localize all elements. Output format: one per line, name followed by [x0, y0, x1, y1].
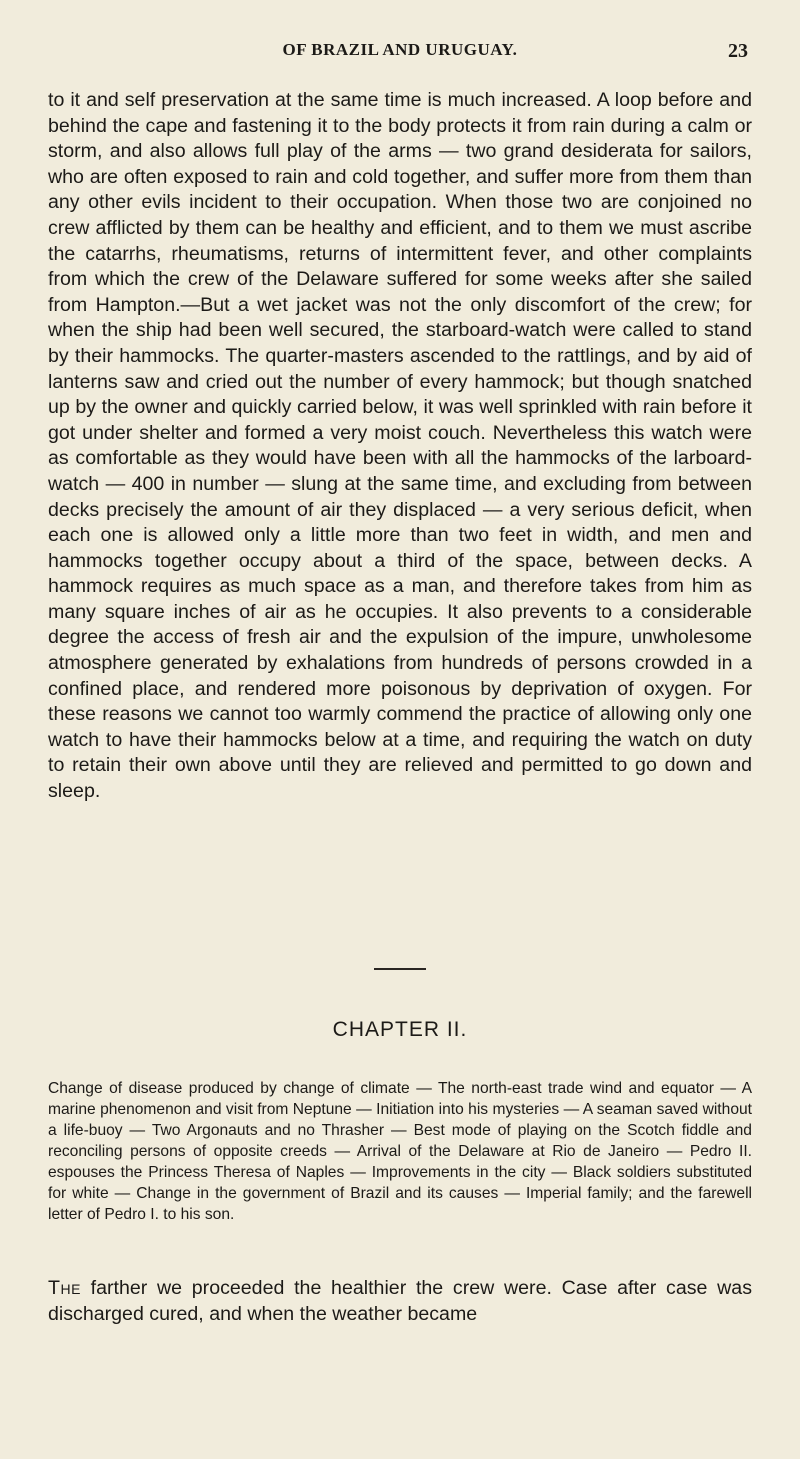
- running-title: OF BRAZIL AND URUGUAY.: [282, 40, 518, 59]
- body-paragraph: to it and self preservation at the same time is much increased. A loop before and behind the cape and fastening it to the body protects it from rain during a calm or storm, and also allows full play of the arms — two grand desiderata for sailors, who are often exposed to rain and cold together, and suffer more from them than any other evils incident to their occupation. When those two are conjoined no crew afflicted by them can be healthy and efficient, and to them we must ascribe the catarrhs, rheumatisms, returns of intermittent fever, and other complaints from which the crew of the Delaware suffered for some weeks after she sailed from Hampton.—But a wet jacket was not the only discomfort of the crew; for when the ship had been well secured, the starboard-watch were called to stand by their hammocks. The quarter-masters ascended to the rattlings, and by aid of lanterns saw and cried out the number of every hammock; but though snatched up by the owner and quickly carried below, it was well sprinkled with rain before it got under shelter and formed a very moist couch. Nevertheless this watch were as comfortable as they would have been with all the hammocks of the larboard-watch — 400 in number — slung at the same time, and excluding from between decks precisely the amount of air they displaced — a very serious deficit, when each one is allowed only a little more than two feet in width, and men and hammocks together occupy about a third of the space, between decks. A hammock requires as much space as a man, and therefore takes from him as many square inches of air as he occupies. It also prevents to a considerable degree the access of fresh air and the expulsion of the impure, unwholesome atmosphere generated by exhalations from hundreds of persons crowded in a confined place, and rendered more poisonous by deprivation of oxygen. For these reasons we cannot too warmly commend the practice of allowing only one watch to have their hammocks below at a time, and requiring the watch on duty to retain their own above until they are relieved and permitted to go down and sleep.: [48, 89, 752, 803]
- chapter-summary: Change of disease produced by change of climate — The north-east trade wind and equator — A marine phenomenon and visit from Neptune — Initiation into his mysteries — A seaman saved without a life-buoy — Two Argonauts and no Thrasher — Best mode of playing on the Scotch fiddle and reconciling persons of opposite creeds — Arrival of the Delaware at Rio de Janeiro — Pedro II. espouses the Princess Theresa of Naples — Improvements in the city — Black soldiers substituted for white — Change in the government of Brazil and its causes — Imperial family; and the farewell letter of Pedro I. to his son.: [48, 1080, 752, 1223]
- opening-first-word: The: [48, 1277, 81, 1299]
- chapter-title: CHAPTER II.: [332, 1018, 468, 1041]
- opening-text: farther we proceeded the healthier the crew were. Case after case was discharged cured, and when the weather became: [48, 1277, 752, 1325]
- chapter-opening-paragraph: [48, 1276, 752, 1327]
- page-number: 23: [728, 40, 748, 62]
- section-divider: [374, 968, 426, 970]
